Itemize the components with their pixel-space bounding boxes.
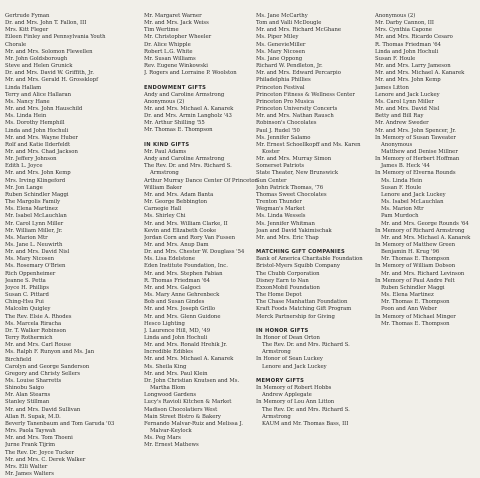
donor-line: Armstrong: [262, 349, 291, 356]
donor-line: Benjamin H. Krug '96: [381, 249, 440, 256]
donor-line: Mrs. Irving Klingeford: [5, 177, 66, 184]
donor-line: Mr. and Mrs. Wayne Huber: [5, 134, 78, 141]
donor-line: Mr. Margaret Warner: [144, 13, 202, 19]
donor-line: Ms. Nancy Hane: [5, 98, 50, 105]
donor-line: Terry Rothermich: [5, 335, 53, 342]
donor-line: Mr. Thomas E. Thompson: [144, 127, 213, 134]
donor-line: Mr. and Mrs. Nathan Rausch: [256, 113, 334, 120]
donor-line: Mr. George Bebbington: [144, 199, 208, 206]
donor-line: Trenton Thunder: [256, 199, 302, 206]
donor-line: John Patrick Thomas, '76: [256, 184, 324, 191]
donor-line: Paul J. Rudel '50: [256, 127, 300, 134]
donor-line: Poon and Ann Weber: [381, 306, 438, 313]
donor-line: Robinson's Chocolates: [256, 120, 317, 127]
donor-line: Lucy's Ravioli Kitchen & Market: [144, 399, 232, 406]
donor-line: Joan and David Yakimischak: [256, 227, 332, 234]
donor-line: The Chase Manhattan Foundation: [256, 299, 348, 306]
donor-line: Dr. John Christian Knutsen and Ms.: [144, 377, 240, 384]
donor-line: Mr. and Mrs. Ricardo Cesaro: [375, 34, 453, 41]
donor-column-3: [256, 13, 371, 428]
donor-line: Mr. John Goldsborough: [5, 55, 68, 62]
section-heading: IN KIND GIFTS: [144, 141, 190, 148]
donor-line: Mr. Andrew Sweder: [375, 120, 429, 127]
donor-line: In Memory of Richard Armstrong: [375, 227, 465, 234]
donor-line: Gertrude Fyman: [5, 13, 50, 19]
donor-line: Sun Center: [256, 177, 287, 184]
donor-line: The Home Depot: [256, 292, 302, 299]
donor-line: Ms. Isabel McLauchlan: [381, 199, 444, 206]
donor-line: Ms. Mary Nicosen: [5, 256, 55, 263]
donor-line: Bank of America Charitable Foundation: [256, 256, 363, 263]
donor-line: Main Street Bistro & Bakery: [144, 413, 221, 420]
donor-line: Dr. and Mrs. John T. Fallon, III: [5, 20, 87, 27]
donor-line: In Memory of Paul Andre Felt: [375, 277, 455, 284]
donor-line: Malcolm Quigley: [5, 306, 51, 313]
donor-line: Ms. Louise Sharretts: [5, 377, 62, 384]
donor-line: Mr. Carol Lynn Miller: [5, 220, 64, 227]
donor-line: Mr. Darby Cannon, III: [375, 20, 435, 27]
donor-line: Ms. GenevieMiller: [256, 41, 306, 48]
donor-line: Pam Murdoch: [381, 213, 419, 220]
donor-line: Mr. and Mrs. Murray Simon: [256, 156, 332, 163]
donor-line: Betty and Bill Ray: [375, 113, 424, 120]
donor-line: Susan C. Pittard: [5, 292, 49, 299]
donor-line: Beverly Tanenbaum and Tom Garuda '03: [5, 420, 115, 427]
donor-line: Tim Wertime: [144, 27, 179, 34]
donor-line: R. Thomas Friedman '64: [144, 277, 210, 284]
donor-line: In Memory of Lou Ann Litton: [256, 399, 335, 406]
donor-line: Mr. Ernest Mathews: [144, 442, 199, 449]
donor-line: Mr. Jeffery Johnson: [5, 156, 57, 163]
donor-line: Ms. Marion Mtr: [5, 234, 48, 241]
donor-line: Ms. Linda Wessels: [256, 213, 306, 220]
donor-line: Kraft Foods Matching Gift Program: [256, 306, 352, 313]
donor-line: State Theater, New Brunswick: [256, 170, 339, 177]
donor-line: Lenore and Jack Luckey: [375, 91, 440, 98]
donor-line: William Baker: [144, 184, 182, 191]
donor-line: Ms. Piper Miley: [256, 34, 299, 41]
donor-line: Mr. Ernest Schoellkopff and Ms. Karen: [256, 141, 361, 148]
donor-line: Thomas Sweet Chocolates: [256, 191, 327, 198]
donor-line: Princeton Festival: [256, 84, 305, 91]
donor-line: Mr. Paul Adams: [144, 148, 187, 155]
donor-line: Mr. and Mrs. Michael A. Kanarek: [381, 234, 471, 241]
donor-line: Mr. Thomas E. Thompson: [381, 256, 450, 263]
donor-line: Dr. Alice Whipple: [144, 41, 191, 48]
donor-line: Ruben Schindler Maggi: [381, 284, 445, 291]
donor-line: Mr. and Mrs. Eric Yhap: [256, 234, 319, 241]
section-heading: MATCHING GIFT COMPANIES: [256, 249, 346, 256]
donor-line: Linda and John Hochuli: [144, 335, 208, 341]
donor-line: Longwood Gardens: [144, 392, 197, 399]
donor-line: J. Rogers and Lorraine P. Woolston: [144, 70, 237, 77]
donor-line: Princeton University Concerts: [256, 106, 338, 113]
donor-line: Incredible Edibles: [144, 349, 194, 356]
donor-line: Dr. and Mrs. Chester W. Douglass '54: [144, 249, 245, 256]
donor-line: Mr. Alan Stearns: [5, 392, 51, 399]
donor-line: Dr. and Mrs. David W. Griffith, Jr.: [5, 70, 94, 77]
donor-line: In Memory of Matthew Green: [375, 242, 456, 248]
donor-line: Anonymous (2): [144, 98, 185, 105]
donor-line: Dr. and Mrs. Armin Langholz '43: [144, 113, 232, 120]
donor-line: Mr. and Mrs. William Clarke, II: [144, 220, 228, 227]
donor-line: Mr. Isabel McLauchlan: [5, 213, 67, 220]
section-spacer: [256, 371, 371, 378]
donor-line: The Margolis Family: [5, 199, 61, 206]
donor-line: Mr. Susan Williams: [144, 55, 196, 62]
donor-line: Chorale: [5, 41, 27, 48]
donor-line: Philadelphia Phillies: [256, 77, 311, 84]
donor-line: Somerset Patriots: [256, 163, 305, 170]
donor-line: Mr. and Mrs. Paul Klein: [144, 370, 208, 377]
donor-line: Mr. Jon Lange: [5, 184, 43, 191]
donor-line: Jeanne S. Petta: [5, 277, 46, 284]
donor-line: Linda and John Hochuli: [375, 48, 439, 55]
donor-line: Shinobu Saigo: [5, 385, 44, 392]
donor-line: Mr. Arthur Shilling '55: [144, 120, 205, 127]
donor-line: In Honor of Dean Orton: [256, 335, 320, 341]
donor-line: Carnegie Hall: [144, 206, 182, 213]
donor-line: Rolf and Katie Ilderfeldt: [5, 141, 71, 148]
donor-line: Robert L.G. White: [144, 48, 193, 55]
donor-line: Ms. Elena Martinez: [5, 206, 58, 213]
donor-line: In Memory of William Dobson: [375, 263, 456, 270]
donor-line: Mr. and Mrs. Richard McGhane: [256, 27, 341, 34]
donor-line: Mr. and Mrs. C. Derek Walker: [5, 456, 86, 463]
donor-line: In Memory of Herbert Hoffman: [375, 156, 460, 163]
donor-line: Ms. Mary Nicosen: [256, 48, 306, 55]
donor-line: The Chubb Corporation: [256, 270, 320, 277]
donor-line: Mr. Thomas E. Thompson: [381, 320, 450, 327]
donor-line: Mr. and Mrs. David Nisl: [5, 249, 70, 256]
donor-line: Bob and Susan Gindes: [144, 299, 205, 306]
donor-line: Birchfield: [5, 356, 32, 363]
donor-line: Mr. and Mrs. John Kemp: [5, 170, 71, 177]
donor-line: Jurne Frank Tijrim: [5, 442, 56, 449]
donor-line: Malvar-Keylock: [150, 428, 192, 435]
donor-line: Mrs. Paola Taywah: [5, 428, 56, 435]
donor-line: Ms. Ralph F. Runyon and Ms. Jan: [5, 349, 95, 356]
donor-line: Mr. and Mrs. Richard Levinson: [381, 270, 465, 277]
donor-line: Fernando Malvar-Ruiz and Melissa J.: [144, 420, 243, 427]
donor-line: Allan R. Supak, M.D.: [5, 413, 61, 420]
donor-line: Mr. and Mrs. John Kemp: [375, 77, 441, 84]
donor-line: Madison Chocolatiers West: [144, 406, 218, 413]
section-spacer: [144, 135, 259, 142]
section-heading: MEMORY GIFTS: [256, 377, 305, 384]
section-heading: ENDOWMENT GIFTS: [144, 84, 207, 91]
donor-line: Mr. and Mrs. Chad Jackson: [5, 148, 78, 155]
donor-line: Dr. T. Walker Robinson: [5, 327, 67, 334]
donor-line: In Memory of Robert Hobbs: [256, 385, 332, 392]
donor-line: Joyce H. Phillips: [5, 284, 49, 291]
donor-line: Arthur Murray Dance Center Of Princeton: [144, 177, 258, 184]
donor-line: Mr. James Walters: [5, 471, 54, 477]
donor-line: Armstrong: [262, 413, 291, 420]
donor-line: Mrs. Cynthia Capone: [375, 27, 432, 34]
donor-line: Bristol-Myers Squibb Company: [256, 263, 340, 270]
donor-line: Mr. and Mrs. George Rounds '64: [381, 220, 469, 227]
donor-line: Mr. Thomas E. Thompson: [381, 299, 450, 306]
donor-line: Ching-Hsu Pui: [5, 299, 44, 306]
donor-line: James Litton: [375, 84, 409, 91]
donor-line: Ms. Peg Mars: [144, 435, 181, 442]
donor-line: KAUM and Mr. Thomas Bass, III: [262, 420, 349, 427]
donor-line: Mr. Christopher Wheeler: [144, 34, 212, 41]
donor-line: Disney Earn to Nan: [256, 277, 309, 284]
donor-line: Mr. and Mrs. Solomon Flewellen: [5, 48, 93, 55]
donor-line: The Rev. Elsie A. Rhodes: [5, 313, 72, 320]
donor-line: Koster: [262, 148, 280, 155]
donor-line: Stanley Stillman: [5, 399, 50, 406]
donor-line: Ms. Jane McCarthy: [256, 13, 308, 19]
donor-line: Andy and Caroline Armstrong: [144, 91, 225, 98]
donor-line: Eden Institute Foundation, Inc.: [144, 263, 228, 270]
donor-line: Merck Partnership for Giving: [256, 313, 335, 320]
donor-line: Ms. Carol Lynn Miller: [375, 98, 434, 105]
donor-column-1: [5, 13, 120, 478]
donor-line: Ms. Marion Mtr: [381, 206, 424, 213]
section-spacer: [256, 242, 371, 249]
donor-line: Ms. Jane Oppong: [256, 55, 303, 62]
donor-line: Mr. and Mrs. Glenn Guidone: [144, 313, 221, 320]
section-spacer: [144, 77, 259, 84]
section-heading: IN HONOR GIFTS: [256, 327, 309, 334]
donor-line: In Memory of Elverna Rounds: [375, 170, 456, 177]
donor-line: Ms. Marcela Riracha: [5, 320, 62, 327]
donor-line: Mr. and Mrs. Michael A. Kanarek: [375, 70, 465, 77]
donor-line: Ms. Lisa Edelstone: [144, 256, 195, 263]
donor-line: J. Laurence Hill, MD, '49: [144, 327, 211, 334]
donor-line: Mr. and Mrs. Anup Dam: [144, 241, 209, 248]
donor-column-2: [144, 13, 259, 450]
donor-line: Mr. and Mrs. Joseph Grillo: [144, 306, 216, 313]
donor-line: Steve and Helen Grunick: [5, 63, 73, 70]
donor-line: The Rev. Dr. and Mrs. Richard S.: [144, 163, 232, 170]
donor-line: Anonymous: [381, 141, 413, 148]
donor-line: Terry and Alice Hallaran: [5, 91, 72, 98]
donor-line: Ms. Linda Hein: [5, 113, 47, 120]
donor-line: Mrs. Kitt Fleger: [5, 27, 49, 34]
donor-line: Rev. Eugene Winkowski: [144, 63, 208, 70]
donor-line: Linda and John Hochuli: [5, 127, 69, 134]
donor-line: Tom and Valli McDougle: [256, 20, 322, 27]
donor-line: Edith L. Joyce: [5, 163, 43, 170]
donor-line: In Honor of Sean Luckey: [256, 356, 323, 363]
donor-line: The Rev. Dr. Joyce Tucker: [5, 449, 75, 456]
donor-line: Mr. and Mrs. Galgoci: [144, 284, 201, 291]
donor-line: Ms. Mary Anne Gehrenbeck: [144, 292, 220, 299]
donor-line: Linda Hallam: [5, 84, 42, 91]
donor-line: Mr. and Mrs. Michael A. Kanarek: [144, 106, 234, 113]
donor-column-4: [375, 13, 480, 328]
donor-line: Kevin and Elizabeth Cooke: [144, 227, 217, 234]
donor-line: Andrew Applegate: [262, 392, 312, 399]
donor-line: Mr. and Mrs. John Spencer, Jr.: [375, 127, 456, 134]
donor-line: Hesco Lighting: [144, 320, 185, 327]
donor-line: Mr. and Mrs. Carl Rouse: [5, 342, 71, 349]
donor-line: Mr. and Mrs. Adam Banta: [144, 191, 214, 198]
donor-line: Jordan Corn and Rory Van Fussen: [144, 234, 236, 241]
donor-line: The Rev. Dr. and Mrs. Richard S.: [262, 406, 350, 413]
donor-line: Lenore and Jack Luckey: [262, 363, 327, 370]
donor-line: Armstrong: [150, 170, 179, 177]
donor-line: Ms. Rosemary O'Brien: [5, 263, 66, 270]
donor-line: R. Thomas Friedman '64: [375, 41, 441, 48]
donor-line: Ruben Schindler Maggi: [5, 191, 69, 198]
donor-line: Anonymous (2): [375, 13, 416, 19]
donor-line: In Memory of Susan Taweater: [375, 134, 456, 141]
donor-line: Ms. Jennifer Whitman: [256, 220, 315, 227]
donor-line: Ms. Jane L. Neuwirth: [5, 242, 63, 248]
donor-line: Matthew and Denise Millner: [381, 148, 458, 155]
donor-line: Gregory and Christy Sellers: [5, 370, 81, 377]
donor-line: Andy and Caroline Armstrong: [144, 156, 225, 163]
donor-line: Mr. and Mrs. Michael A. Kanarek: [144, 356, 234, 363]
donor-line: Mr. and Mrs. David Sullivan: [5, 406, 81, 413]
donor-line: ExxonMobil Foundation: [256, 284, 320, 291]
donor-line: In Memory of Michael Minger: [375, 313, 456, 320]
donor-line: Mr. and Mrs. Ronald Hrehik Jr.: [144, 342, 227, 349]
donor-line: Ms. Elena Martinez: [381, 292, 434, 299]
donor-line: Ms. Dorothy Hemphill: [5, 120, 65, 127]
donor-line: Susan F. Houle: [375, 55, 416, 62]
donor-line: Ms. Shirley Chi: [144, 213, 186, 220]
donor-line: Carolyn and George Sanderson: [5, 363, 90, 370]
donor-line: Richard W. Pendleton, Jr.: [256, 63, 323, 70]
donor-line: Mr. and Mrs. Jack Weiss: [144, 20, 209, 27]
donor-line: Mr. and Mrs. Stephen Fabian: [144, 270, 223, 277]
donor-line: Ms. Sheila King: [144, 363, 187, 370]
donor-line: Lenore and Jack Luckey: [381, 191, 446, 198]
donor-line: Mr. and Mrs. Larry Jameson: [375, 63, 451, 70]
donor-line: Susan F. Houle: [381, 184, 422, 191]
donor-line: Rich Oppenheimer: [5, 270, 56, 277]
donor-line: James B. Heck '44: [381, 163, 430, 170]
donor-line: Mr. and Mrs. Gerald H. Grossklopf: [5, 77, 99, 84]
donor-line: Mr. and Mrs. Edward Percarpio: [256, 70, 341, 77]
donor-line: Ms. Linda Hein: [381, 177, 423, 184]
donor-line: Mrs. Elli Walter: [5, 463, 48, 470]
donor-line: Ms. Jennifer Salamo: [256, 134, 311, 141]
donor-line: Mr. and Mrs. Tom Thoeni: [5, 435, 73, 442]
donor-line: Princeton Pro Musica: [256, 98, 315, 105]
donor-line: Eileen Finley and Pennsylvania Youth: [5, 34, 106, 41]
donor-line: Princeton Fitness & Wellness Center: [256, 91, 355, 98]
donor-line: Mr. and Mrs. David Nisl: [375, 106, 440, 113]
donor-line: Mr. and Mrs. John Hauschild: [5, 106, 83, 113]
donor-line: Mr. William Miller, Jr.: [5, 227, 63, 234]
section-spacer: [256, 321, 371, 328]
donor-line: The Rev. Dr. and Mrs. Richard S.: [262, 342, 350, 349]
donor-line: Wegman's Market: [256, 206, 305, 213]
donor-line: Martha Blom: [150, 385, 186, 392]
